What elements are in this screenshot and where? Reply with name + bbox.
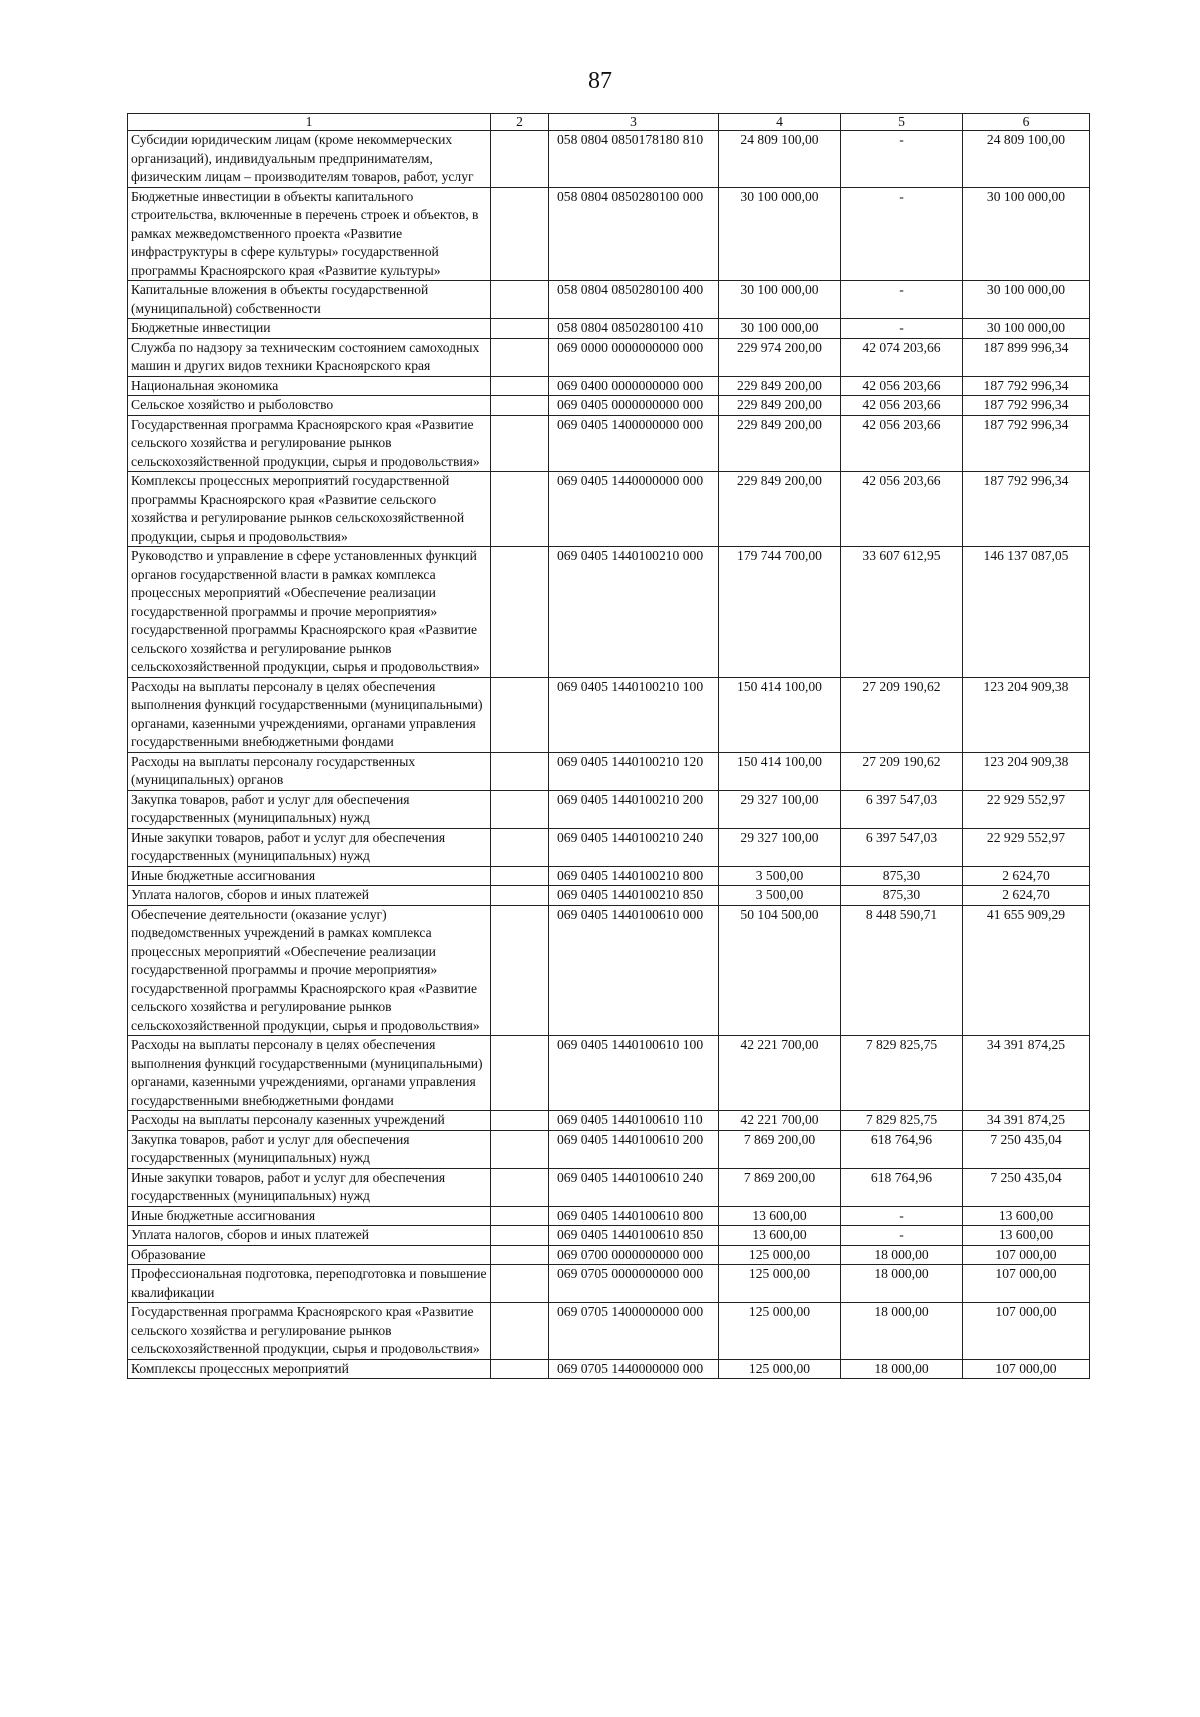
row-value-5: 27 209 190,62 bbox=[841, 752, 963, 790]
row-value-5: 7 829 825,75 bbox=[841, 1111, 963, 1131]
row-name: Закупка товаров, работ и услуг для обеспечения государственных (муниципальных) нужд bbox=[128, 790, 491, 828]
row-name: Бюджетные инвестиции в объекты капитального строительства, включенные в перечень строек и объектов, в рамках межведомственного проекта «Развитие инфраструктуры в сфере культуры» государственной программы Красноярского края «Развитие культуры» bbox=[128, 187, 491, 281]
row-value-4: 3 500,00 bbox=[719, 866, 841, 886]
row-name: Уплата налогов, сборов и иных платежей bbox=[128, 886, 491, 906]
row-value-4: 125 000,00 bbox=[719, 1359, 841, 1379]
row-col2 bbox=[491, 547, 549, 678]
row-name: Государственная программа Красноярского края «Развитие сельского хозяйства и регулирование рынков сельскохозяйственной продукции, сырья и продовольствия» bbox=[128, 415, 491, 472]
row-code: 069 0405 1440100210 000 bbox=[549, 547, 719, 678]
row-name: Комплексы процессных мероприятий государственной программы Красноярского края «Развитие сельского хозяйства и регулирование рынков сельскохозяйственной продукции, сырья и продовольствия» bbox=[128, 472, 491, 547]
row-value-5: 618 764,96 bbox=[841, 1168, 963, 1206]
row-value-5: - bbox=[841, 131, 963, 188]
row-value-5: 6 397 547,03 bbox=[841, 828, 963, 866]
row-value-6: 30 100 000,00 bbox=[963, 187, 1090, 281]
column-header-1: 1 bbox=[128, 114, 491, 131]
row-col2 bbox=[491, 396, 549, 416]
row-col2 bbox=[491, 1168, 549, 1206]
table-row bbox=[128, 131, 1090, 188]
row-col2 bbox=[491, 131, 549, 188]
row-code: 058 0804 0850280100 400 bbox=[549, 281, 719, 319]
row-code: 058 0804 0850280100 410 bbox=[549, 319, 719, 339]
row-value-5: 33 607 612,95 bbox=[841, 547, 963, 678]
row-col2 bbox=[491, 886, 549, 906]
row-value-4: 30 100 000,00 bbox=[719, 187, 841, 281]
row-value-6: 187 792 996,34 bbox=[963, 415, 1090, 472]
table-row bbox=[128, 1036, 1090, 1111]
row-name: Служба по надзору за техническим состоянием самоходных машин и других видов техники Красноярского края bbox=[128, 338, 491, 376]
row-value-4: 29 327 100,00 bbox=[719, 790, 841, 828]
row-value-5: 42 056 203,66 bbox=[841, 396, 963, 416]
row-value-6: 187 792 996,34 bbox=[963, 376, 1090, 396]
row-value-5: 42 056 203,66 bbox=[841, 472, 963, 547]
row-col2 bbox=[491, 1036, 549, 1111]
row-value-4: 125 000,00 bbox=[719, 1265, 841, 1303]
row-value-6: 107 000,00 bbox=[963, 1359, 1090, 1379]
row-value-5: 7 829 825,75 bbox=[841, 1036, 963, 1111]
column-header-6: 6 bbox=[963, 114, 1090, 131]
table-body bbox=[128, 131, 1090, 1379]
row-value-5: 8 448 590,71 bbox=[841, 905, 963, 1036]
row-code: 069 0405 1440100210 100 bbox=[549, 677, 719, 752]
row-code: 069 0405 1440100610 100 bbox=[549, 1036, 719, 1111]
row-value-5: 618 764,96 bbox=[841, 1130, 963, 1168]
row-value-5: 42 056 203,66 bbox=[841, 415, 963, 472]
row-value-4: 42 221 700,00 bbox=[719, 1111, 841, 1131]
table-row bbox=[128, 1265, 1090, 1303]
row-value-5: 18 000,00 bbox=[841, 1303, 963, 1360]
row-value-5: - bbox=[841, 187, 963, 281]
row-name: Бюджетные инвестиции bbox=[128, 319, 491, 339]
row-value-4: 50 104 500,00 bbox=[719, 905, 841, 1036]
row-value-5: 18 000,00 bbox=[841, 1265, 963, 1303]
row-name: Расходы на выплаты персоналу в целях обеспечения выполнения функций государственными (муниципальными) органами, казенными учреждениями, органами управления государственными внебюджетными фондами bbox=[128, 1036, 491, 1111]
row-name: Образование bbox=[128, 1245, 491, 1265]
column-header-5: 5 bbox=[841, 114, 963, 131]
row-name: Иные закупки товаров, работ и услуг для обеспечения государственных (муниципальных) нужд bbox=[128, 1168, 491, 1206]
row-value-6: 187 792 996,34 bbox=[963, 396, 1090, 416]
row-value-4: 29 327 100,00 bbox=[719, 828, 841, 866]
row-code: 069 0405 1440100610 110 bbox=[549, 1111, 719, 1131]
row-value-6: 123 204 909,38 bbox=[963, 752, 1090, 790]
row-value-5: 42 074 203,66 bbox=[841, 338, 963, 376]
row-col2 bbox=[491, 828, 549, 866]
table-row bbox=[128, 790, 1090, 828]
row-value-6: 34 391 874,25 bbox=[963, 1036, 1090, 1111]
table-row bbox=[128, 1359, 1090, 1379]
row-value-4: 229 974 200,00 bbox=[719, 338, 841, 376]
row-value-4: 229 849 200,00 bbox=[719, 396, 841, 416]
row-value-6: 30 100 000,00 bbox=[963, 319, 1090, 339]
row-name: Иные закупки товаров, работ и услуг для обеспечения государственных (муниципальных) нужд bbox=[128, 828, 491, 866]
row-value-5: 875,30 bbox=[841, 866, 963, 886]
row-value-5: - bbox=[841, 319, 963, 339]
row-col2 bbox=[491, 1226, 549, 1246]
row-value-4: 179 744 700,00 bbox=[719, 547, 841, 678]
row-value-5: 27 209 190,62 bbox=[841, 677, 963, 752]
row-code: 069 0700 0000000000 000 bbox=[549, 1245, 719, 1265]
row-col2 bbox=[491, 376, 549, 396]
row-value-4: 229 849 200,00 bbox=[719, 472, 841, 547]
table-row bbox=[128, 396, 1090, 416]
row-value-4: 30 100 000,00 bbox=[719, 281, 841, 319]
row-col2 bbox=[491, 1265, 549, 1303]
row-name: Расходы на выплаты персоналу в целях обеспечения выполнения функций государственными (муниципальными) органами, казенными учреждениями, органами управления государственными внебюджетными фондами bbox=[128, 677, 491, 752]
row-value-6: 13 600,00 bbox=[963, 1206, 1090, 1226]
header-row bbox=[128, 114, 1090, 131]
table-row bbox=[128, 1130, 1090, 1168]
row-value-5: 18 000,00 bbox=[841, 1359, 963, 1379]
row-name: Руководство и управление в сфере установленных функций органов государственной власти в рамках комплекса процессных мероприятий «Обеспечение реализации государственной программы и прочие мероприятия» государственной программы Красноярского края «Развитие сельского хозяйства и регулирование рынков сельскохозяйственной продукции, сырья и продовольствия» bbox=[128, 547, 491, 678]
budget-table bbox=[127, 113, 1090, 1379]
column-header-3: 3 bbox=[549, 114, 719, 131]
row-code: 069 0405 1440100610 850 bbox=[549, 1226, 719, 1246]
row-code: 069 0405 1440100210 120 bbox=[549, 752, 719, 790]
row-col2 bbox=[491, 338, 549, 376]
row-col2 bbox=[491, 187, 549, 281]
row-col2 bbox=[491, 1130, 549, 1168]
row-value-6: 13 600,00 bbox=[963, 1226, 1090, 1246]
table-row bbox=[128, 415, 1090, 472]
row-name: Уплата налогов, сборов и иных платежей bbox=[128, 1226, 491, 1246]
row-col2 bbox=[491, 1245, 549, 1265]
row-code: 069 0000 0000000000 000 bbox=[549, 338, 719, 376]
row-name: Субсидии юридическим лицам (кроме некоммерческих организаций), индивидуальным предпринимателям, физическим лицам – производителям товаров, работ, услуг bbox=[128, 131, 491, 188]
table-row bbox=[128, 319, 1090, 339]
row-code: 069 0405 1440100610 800 bbox=[549, 1206, 719, 1226]
row-value-6: 7 250 435,04 bbox=[963, 1168, 1090, 1206]
row-code: 069 0405 0000000000 000 bbox=[549, 396, 719, 416]
row-name: Обеспечение деятельности (оказание услуг) подведомственных учреждений в рамках комплекса процессных мероприятий «Обеспечение реализации государственной программы и прочие мероприятия» государственной программы Красноярского края «Развитие сельского хозяйства и регулирование рынков сельскохозяйственной продукции, сырья и продовольствия» bbox=[128, 905, 491, 1036]
table-row bbox=[128, 376, 1090, 396]
row-value-4: 7 869 200,00 bbox=[719, 1130, 841, 1168]
table-row bbox=[128, 187, 1090, 281]
row-value-6: 107 000,00 bbox=[963, 1245, 1090, 1265]
row-value-4: 24 809 100,00 bbox=[719, 131, 841, 188]
row-value-6: 107 000,00 bbox=[963, 1303, 1090, 1360]
row-col2 bbox=[491, 866, 549, 886]
row-value-6: 7 250 435,04 bbox=[963, 1130, 1090, 1168]
row-value-4: 150 414 100,00 bbox=[719, 752, 841, 790]
table-row bbox=[128, 472, 1090, 547]
table-row bbox=[128, 1111, 1090, 1131]
row-value-6: 123 204 909,38 bbox=[963, 677, 1090, 752]
row-col2 bbox=[491, 281, 549, 319]
table-row bbox=[128, 1245, 1090, 1265]
row-value-6: 2 624,70 bbox=[963, 866, 1090, 886]
row-value-4: 125 000,00 bbox=[719, 1245, 841, 1265]
row-value-6: 187 899 996,34 bbox=[963, 338, 1090, 376]
row-value-6: 34 391 874,25 bbox=[963, 1111, 1090, 1131]
table-row bbox=[128, 866, 1090, 886]
row-code: 069 0405 1440100610 240 bbox=[549, 1168, 719, 1206]
row-name: Закупка товаров, работ и услуг для обеспечения государственных (муниципальных) нужд bbox=[128, 1130, 491, 1168]
row-name: Сельское хозяйство и рыболовство bbox=[128, 396, 491, 416]
table-row bbox=[128, 677, 1090, 752]
row-value-6: 30 100 000,00 bbox=[963, 281, 1090, 319]
row-col2 bbox=[491, 752, 549, 790]
row-value-4: 42 221 700,00 bbox=[719, 1036, 841, 1111]
row-value-4: 229 849 200,00 bbox=[719, 376, 841, 396]
row-value-5: - bbox=[841, 1206, 963, 1226]
row-value-6: 24 809 100,00 bbox=[963, 131, 1090, 188]
row-value-4: 3 500,00 bbox=[719, 886, 841, 906]
row-code: 069 0705 1440000000 000 bbox=[549, 1359, 719, 1379]
row-col2 bbox=[491, 1206, 549, 1226]
row-value-6: 22 929 552,97 bbox=[963, 828, 1090, 866]
table-row bbox=[128, 1226, 1090, 1246]
table-row bbox=[128, 752, 1090, 790]
table-row bbox=[128, 1206, 1090, 1226]
row-name: Расходы на выплаты персоналу казенных учреждений bbox=[128, 1111, 491, 1131]
row-value-5: - bbox=[841, 1226, 963, 1246]
row-name: Государственная программа Красноярского края «Развитие сельского хозяйства и регулирование рынков сельскохозяйственной продукции, сырья и продовольствия» bbox=[128, 1303, 491, 1360]
row-code: 069 0405 1440100210 200 bbox=[549, 790, 719, 828]
row-value-4: 7 869 200,00 bbox=[719, 1168, 841, 1206]
table-row bbox=[128, 338, 1090, 376]
row-code: 058 0804 0850280100 000 bbox=[549, 187, 719, 281]
row-value-6: 107 000,00 bbox=[963, 1265, 1090, 1303]
row-value-5: - bbox=[841, 281, 963, 319]
row-value-4: 30 100 000,00 bbox=[719, 319, 841, 339]
row-name: Комплексы процессных мероприятий bbox=[128, 1359, 491, 1379]
row-value-4: 13 600,00 bbox=[719, 1206, 841, 1226]
row-name: Иные бюджетные ассигнования bbox=[128, 1206, 491, 1226]
row-col2 bbox=[491, 677, 549, 752]
row-code: 069 0400 0000000000 000 bbox=[549, 376, 719, 396]
column-header-2: 2 bbox=[491, 114, 549, 131]
table-row bbox=[128, 281, 1090, 319]
row-code: 069 0405 1440100210 240 bbox=[549, 828, 719, 866]
row-value-6: 187 792 996,34 bbox=[963, 472, 1090, 547]
row-name: Капитальные вложения в объекты государственной (муниципальной) собственности bbox=[128, 281, 491, 319]
column-header-4: 4 bbox=[719, 114, 841, 131]
row-col2 bbox=[491, 905, 549, 1036]
row-code: 069 0405 1440000000 000 bbox=[549, 472, 719, 547]
row-value-6: 2 624,70 bbox=[963, 886, 1090, 906]
row-value-5: 6 397 547,03 bbox=[841, 790, 963, 828]
row-value-6: 41 655 909,29 bbox=[963, 905, 1090, 1036]
row-name: Расходы на выплаты персоналу государственных (муниципальных) органов bbox=[128, 752, 491, 790]
table-row bbox=[128, 1168, 1090, 1206]
row-value-5: 18 000,00 bbox=[841, 1245, 963, 1265]
row-code: 069 0405 1440100610 200 bbox=[549, 1130, 719, 1168]
table-row bbox=[128, 905, 1090, 1036]
row-col2 bbox=[491, 415, 549, 472]
row-code: 069 0705 1400000000 000 bbox=[549, 1303, 719, 1360]
row-code: 069 0405 1440100210 800 bbox=[549, 866, 719, 886]
row-value-4: 150 414 100,00 bbox=[719, 677, 841, 752]
row-value-4: 13 600,00 bbox=[719, 1226, 841, 1246]
row-col2 bbox=[491, 319, 549, 339]
row-value-6: 22 929 552,97 bbox=[963, 790, 1090, 828]
row-col2 bbox=[491, 472, 549, 547]
row-name: Профессиональная подготовка, переподготовка и повышение квалификации bbox=[128, 1265, 491, 1303]
table-row bbox=[128, 828, 1090, 866]
row-name: Иные бюджетные ассигнования bbox=[128, 866, 491, 886]
row-col2 bbox=[491, 1111, 549, 1131]
row-value-5: 42 056 203,66 bbox=[841, 376, 963, 396]
row-value-5: 875,30 bbox=[841, 886, 963, 906]
row-value-4: 229 849 200,00 bbox=[719, 415, 841, 472]
table-row bbox=[128, 1303, 1090, 1360]
page-number: 87 bbox=[588, 68, 612, 94]
row-code: 069 0405 1440100610 000 bbox=[549, 905, 719, 1036]
row-value-6: 146 137 087,05 bbox=[963, 547, 1090, 678]
row-value-4: 125 000,00 bbox=[719, 1303, 841, 1360]
table-row bbox=[128, 547, 1090, 678]
row-code: 069 0405 1440100210 850 bbox=[549, 886, 719, 906]
table-row bbox=[128, 886, 1090, 906]
row-col2 bbox=[491, 790, 549, 828]
row-col2 bbox=[491, 1303, 549, 1360]
row-code: 069 0705 0000000000 000 bbox=[549, 1265, 719, 1303]
row-code: 058 0804 0850178180 810 bbox=[549, 131, 719, 188]
row-name: Национальная экономика bbox=[128, 376, 491, 396]
row-code: 069 0405 1400000000 000 bbox=[549, 415, 719, 472]
row-col2 bbox=[491, 1359, 549, 1379]
